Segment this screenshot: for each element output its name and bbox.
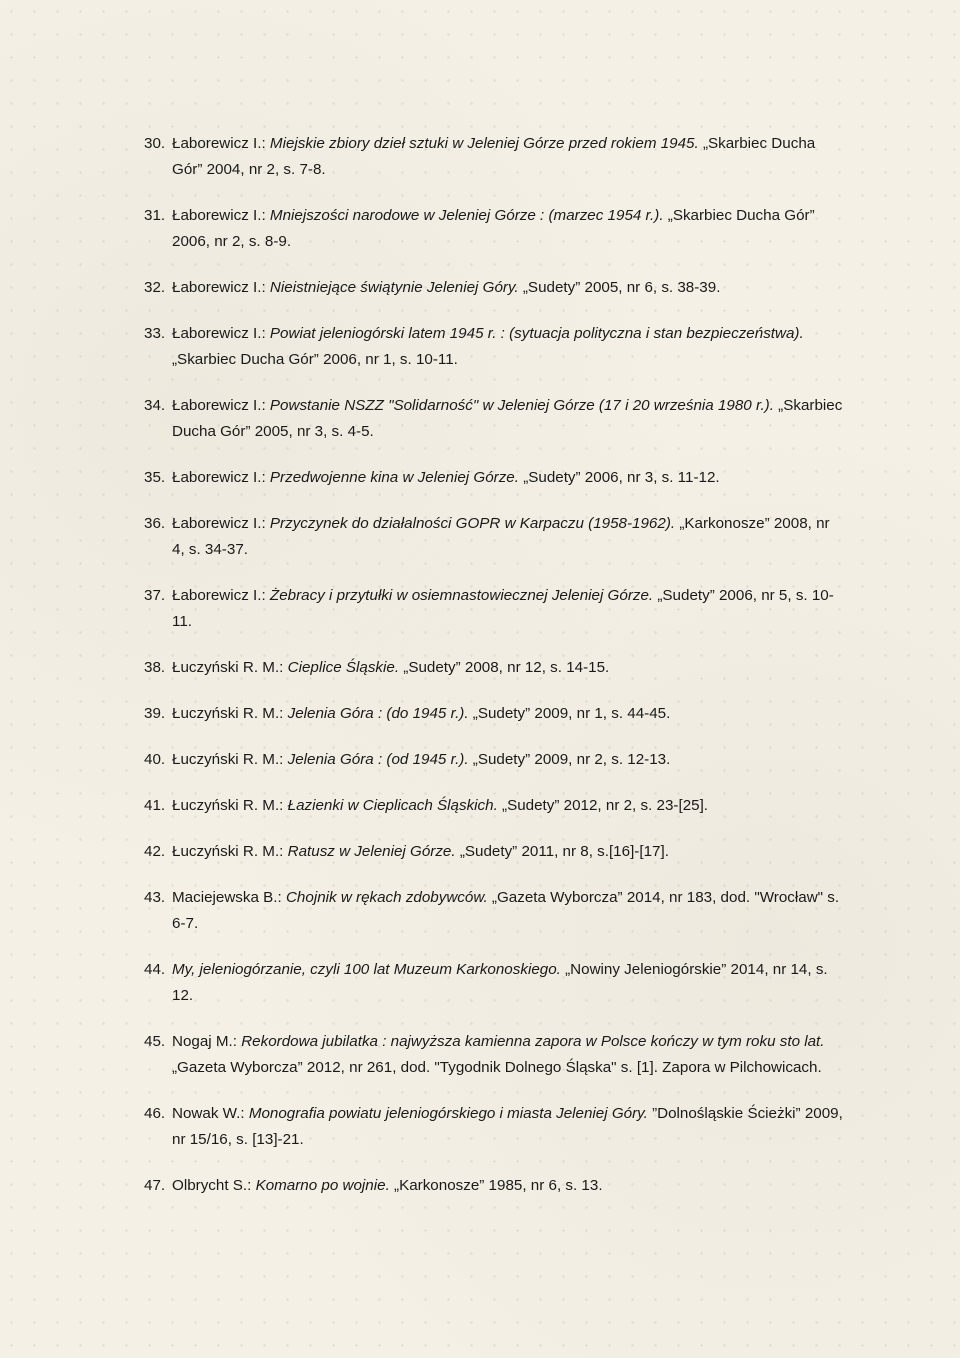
entry-number: 40. xyxy=(144,751,166,768)
entry-title: Jelenia Góra : (od 1945 r.). xyxy=(287,751,469,768)
entry-source: „Sudety” 2012, nr 2, s. 23-[25]. xyxy=(497,797,709,814)
bibliography-entry xyxy=(144,203,844,255)
entry-title: Cieplice Śląskie. xyxy=(287,659,400,676)
bibliography-entry xyxy=(144,957,844,1009)
entry-source: „Sudety” 2005, nr 6, s. 38-39. xyxy=(518,279,721,296)
bibliography-entry xyxy=(144,1173,844,1199)
entry-author: Łaborewicz I.: xyxy=(172,135,270,152)
entry-author: Łaborewicz I.: xyxy=(172,279,270,296)
entry-number: 47. xyxy=(144,1177,166,1194)
entry-number: 36. xyxy=(144,515,166,532)
bibliography-list xyxy=(144,131,844,1219)
entry-author: Łuczyński R. M.: xyxy=(172,843,288,860)
bibliography-entry xyxy=(144,393,844,445)
entry-source: „Sudety” 2006, nr 3, s. 11-12. xyxy=(518,469,720,486)
entry-source: „Sudety” 2008, nr 12, s. 14-15. xyxy=(399,659,610,676)
entry-author: Nowak W.: xyxy=(172,1105,249,1122)
entry-number: 31. xyxy=(144,207,166,224)
entry-number: 35. xyxy=(144,469,166,486)
entry-title: Jelenia Góra : (do 1945 r.). xyxy=(287,705,469,722)
entry-title: Powiat jeleniogórski latem 1945 r. : (sytuacja polityczna i stan bezpieczeństwa). xyxy=(269,325,804,342)
entry-title: Rekordowa jubilatka : najwyższa kamienna zapora w Polsce kończy w tym roku sto lat. xyxy=(241,1033,825,1050)
entry-source: „Skarbiec Ducha Gór” 2004, nr 2, s. 7-8. xyxy=(172,135,816,178)
entry-number: 45. xyxy=(144,1033,166,1050)
entry-source: „Sudety” 2011, nr 8, s.[16]-[17]. xyxy=(455,843,669,860)
entry-author: Maciejewska B.: xyxy=(172,889,286,906)
entry-author: Łuczyński R. M.: xyxy=(172,659,288,676)
entry-title: My, jeleniogórzanie, czyli 100 lat Muzeum Karkonoskiego. xyxy=(172,961,561,978)
bibliography-entry xyxy=(144,885,844,937)
entry-source: „Skarbiec Ducha Gór” 2006, nr 1, s. 10-11. xyxy=(172,351,458,368)
entry-number: 46. xyxy=(144,1105,166,1122)
entry-number: 39. xyxy=(144,705,166,722)
entry-author: Łaborewicz I.: xyxy=(172,515,270,532)
entry-author: Łaborewicz I.: xyxy=(172,469,270,486)
bibliography-entry xyxy=(144,1029,844,1081)
entry-author: Olbrycht S.: xyxy=(172,1177,256,1194)
entry-author: Łaborewicz I.: xyxy=(172,397,270,414)
entry-source: „Nowiny Jeleniogórskie” 2014, nr 14, s. 12. xyxy=(172,961,828,1004)
entry-source: „Gazeta Wyborcza” 2014, nr 183, dod. "Wrocław" s. 6-7. xyxy=(172,889,840,932)
bibliography-entry xyxy=(144,655,844,681)
entry-title: Nieistniejące świątynie Jeleniej Góry. xyxy=(269,279,519,296)
entry-author: Łaborewicz I.: xyxy=(172,207,270,224)
entry-title: Miejskie zbiory dzieł sztuki w Jeleniej Górze przed rokiem 1945. xyxy=(269,135,699,152)
entry-source: „Gazeta Wyborcza” 2012, nr 261, dod. "Tygodnik Dolnego Śląska" s. [1]. Zapora w Pilchowicach. xyxy=(172,1059,822,1076)
bibliography-entry xyxy=(144,583,844,635)
entry-number: 34. xyxy=(144,397,166,414)
entry-source: „Sudety” 2006, nr 5, s. 10-11. xyxy=(172,587,834,630)
entry-author: Łuczyński R. M.: xyxy=(172,751,288,768)
entry-author: Łuczyński R. M.: xyxy=(172,705,288,722)
entry-source: „Karkonosze” 2008, nr 4, s. 34-37. xyxy=(172,515,830,558)
entry-author: Łuczyński R. M.: xyxy=(172,797,288,814)
entry-number: 38. xyxy=(144,659,166,676)
entry-number: 42. xyxy=(144,843,166,860)
bibliography-entry xyxy=(144,793,844,819)
entry-title: Łazienki w Cieplicach Śląskich. xyxy=(287,797,498,814)
entry-title: Monografia powiatu jeleniogórskiego i miasta Jeleniej Góry. xyxy=(248,1105,648,1122)
entry-number: 33. xyxy=(144,325,166,342)
bibliography-entry xyxy=(144,275,844,301)
entry-title: Przyczynek do działalności GOPR w Karpaczu (1958-1962). xyxy=(269,515,676,532)
entry-number: 30. xyxy=(144,135,166,152)
entry-number: 41. xyxy=(144,797,166,814)
bibliography-entry xyxy=(144,511,844,563)
bibliography-entry xyxy=(144,747,844,773)
entry-source: „Skarbiec Ducha Gór” 2006, nr 2, s. 8-9. xyxy=(172,207,815,250)
entry-source: „Skarbiec Ducha Gór” 2005, nr 3, s. 4-5. xyxy=(172,397,843,440)
bibliography-entry xyxy=(144,1101,844,1153)
entry-title: Komarno po wojnie. xyxy=(255,1177,390,1194)
entry-author: Łaborewicz I.: xyxy=(172,325,270,342)
bibliography-entry xyxy=(144,321,844,373)
entry-author: Łaborewicz I.: xyxy=(172,587,270,604)
entry-source: ”Dolnośląskie Ścieżki” 2009, nr 15/16, s. [13]-21. xyxy=(172,1105,843,1148)
entry-number: 32. xyxy=(144,279,166,296)
entry-source: „Sudety” 2009, nr 2, s. 12-13. xyxy=(468,751,671,768)
bibliography-entry xyxy=(144,839,844,865)
entry-author: Nogaj M.: xyxy=(172,1033,242,1050)
entry-title: Przedwojenne kina w Jeleniej Górze. xyxy=(269,469,519,486)
entry-source: „Karkonosze” 1985, nr 6, s. 13. xyxy=(389,1177,603,1194)
entry-number: 37. xyxy=(144,587,166,604)
entry-title: Chojnik w rękach zdobywców. xyxy=(285,889,488,906)
entry-title: Ratusz w Jeleniej Górze. xyxy=(287,843,456,860)
bibliography-entry xyxy=(144,465,844,491)
entry-number: 44. xyxy=(144,961,166,978)
entry-title: Powstanie NSZZ "Solidarność" w Jeleniej Górze (17 i 20 września 1980 r.). xyxy=(269,397,774,414)
entry-title: Mniejszości narodowe w Jeleniej Górze : (marzec 1954 r.). xyxy=(269,207,664,224)
bibliography-entry xyxy=(144,701,844,727)
entry-number: 43. xyxy=(144,889,166,906)
entry-source: „Sudety” 2009, nr 1, s. 44-45. xyxy=(468,705,671,722)
entry-title: Żebracy i przytułki w osiemnastowiecznej Jeleniej Górze. xyxy=(269,587,654,604)
bibliography-entry xyxy=(144,131,844,183)
